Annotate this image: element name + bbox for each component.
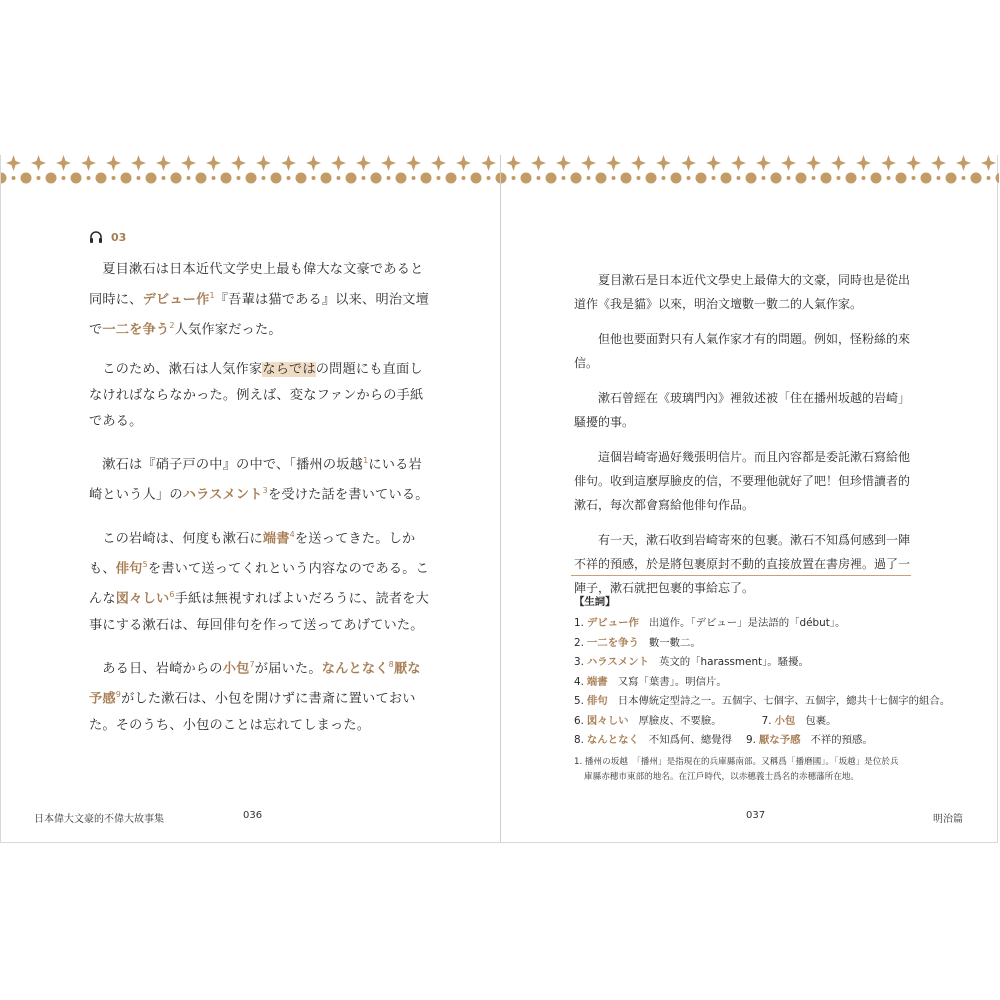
jp-paragraph-5: ある日、岩崎からの小包$^7$が届いた。なんとなく$^8$厭な予感$^9$がした漱石は、小包を開けずに書斎に置いておいた。そのうち、小包のことは忘れてしまった。: [89, 659, 421, 733]
vocabulary-section: [574, 593, 951, 785]
page-number-left: 036: [243, 810, 263, 821]
vocab-item: 1. デビュー作 出道作。「デビュー」是法語的「début」。: [574, 617, 846, 629]
jp-paragraph-1: 夏目漱石は日本近代文学史上最も偉大な文豪であると同時に、デビュー作$^1$『吾輩は猫である』以来、明治文壇で一二を争う$^2$人気作家だった。: [89, 262, 429, 338]
headphones-icon[interactable]: [89, 228, 103, 247]
jp-paragraph-4: この岩崎は、何度も漱石に端書$^4$を送ってきた。しかも、俳句$^5$を書いて送ってくれという内容なのである。こんな図々しい$^6$手紙は無視すればよいだろうに、読者を大事にする漱石は、毎回俳句を作って送ってあげていた。: [89, 529, 430, 633]
right-page: [501, 155, 999, 843]
book-title-footer: 日本偉大文豪的不偉大故事集: [34, 814, 164, 825]
vocab-item-pair: 8. なんとなく 不知爲何、總覺得 9. 厭な予感 不祥的預感。: [574, 734, 873, 746]
zh-paragraph-2: 但他也要面對只有人氣作家才有的問題。例如，怪粉絲的來信。: [574, 332, 911, 370]
jp-paragraph-3: 漱石は『硝子戸の中』の中で、「播州の坂越$^1$にいる岩崎という人」のハラスメント$^3$を受けた話を書いている。: [89, 455, 429, 503]
vocab-item: 2. 一二を争う 數一數二。: [574, 636, 701, 649]
jp-paragraph-2: このため、漱石は人気作家ならではの問題にも直面しなければならなかった。例えば、変なファンからの手紙である。: [89, 361, 424, 429]
zh-paragraph-4: 這個岩崎寄過好幾張明信片。而且內容都是委託漱石寫給他俳句。收到這麼厚臉皮的信，不要理他就好了吧！但珍惜讀者的漱石，每次都會寫給他俳句作品。: [574, 450, 911, 512]
book-spread: [0, 155, 998, 843]
audio-track[interactable]: [89, 228, 126, 247]
track-number: 03: [111, 231, 127, 244]
left-page: [1, 155, 500, 843]
zh-paragraph-5: 有一天，漱石收到岩崎寄來的包裹。漱石不知爲何感到一陣不祥的預感，於是將包裹原封不動的直接放置在書房裡。過了一陣子，漱石就把包裹的事給忘了。: [574, 533, 911, 595]
zh-paragraph-1: 夏目漱石是日本近代文學史上最偉大的文豪，同時也是從出道作《我是貓》以來，明治文壇數一數二的人氣作家。: [574, 273, 911, 311]
japanese-text: [89, 257, 434, 752]
vocab-title: 【生詞】: [574, 596, 616, 608]
footnote-line-1: 1. 播州の坂越 「播州」是指現在的兵庫縣南部。又稱爲「播磨國」。「坂越」是位於兵: [574, 756, 899, 767]
footnote-line-2: 庫縣赤穗市東部的地名。在江戶時代，以赤穗義士爲名的赤穗藩所在地。: [584, 771, 860, 782]
vocab-item: 3. ハラスメント 英文的「harassment」。騷擾。: [574, 656, 809, 668]
vocab-item: 4. 端書 又寫「葉書」。明信片。: [574, 675, 727, 688]
footnotes: [574, 755, 919, 785]
zh-paragraph-3: 漱石曾經在《玻璃門內》裡敘述被「住在播州坂越的岩崎」騷擾的事。: [574, 391, 911, 429]
section-divider: [571, 575, 911, 576]
highlighted-phrase: ならでは: [262, 361, 316, 377]
vocab-item: 5. 俳句 日本傳統定型詩之一。五個字、七個字、五個字，總共十七個字的組合。: [574, 695, 951, 707]
page-number-right: 037: [746, 810, 766, 821]
vocab-item-pair: 6. 図々しい 厚臉皮、不要臉。 7. 小包 包裹。: [574, 714, 837, 727]
chinese-translation: [574, 268, 919, 611]
section-title-footer: 明治篇: [933, 814, 963, 825]
